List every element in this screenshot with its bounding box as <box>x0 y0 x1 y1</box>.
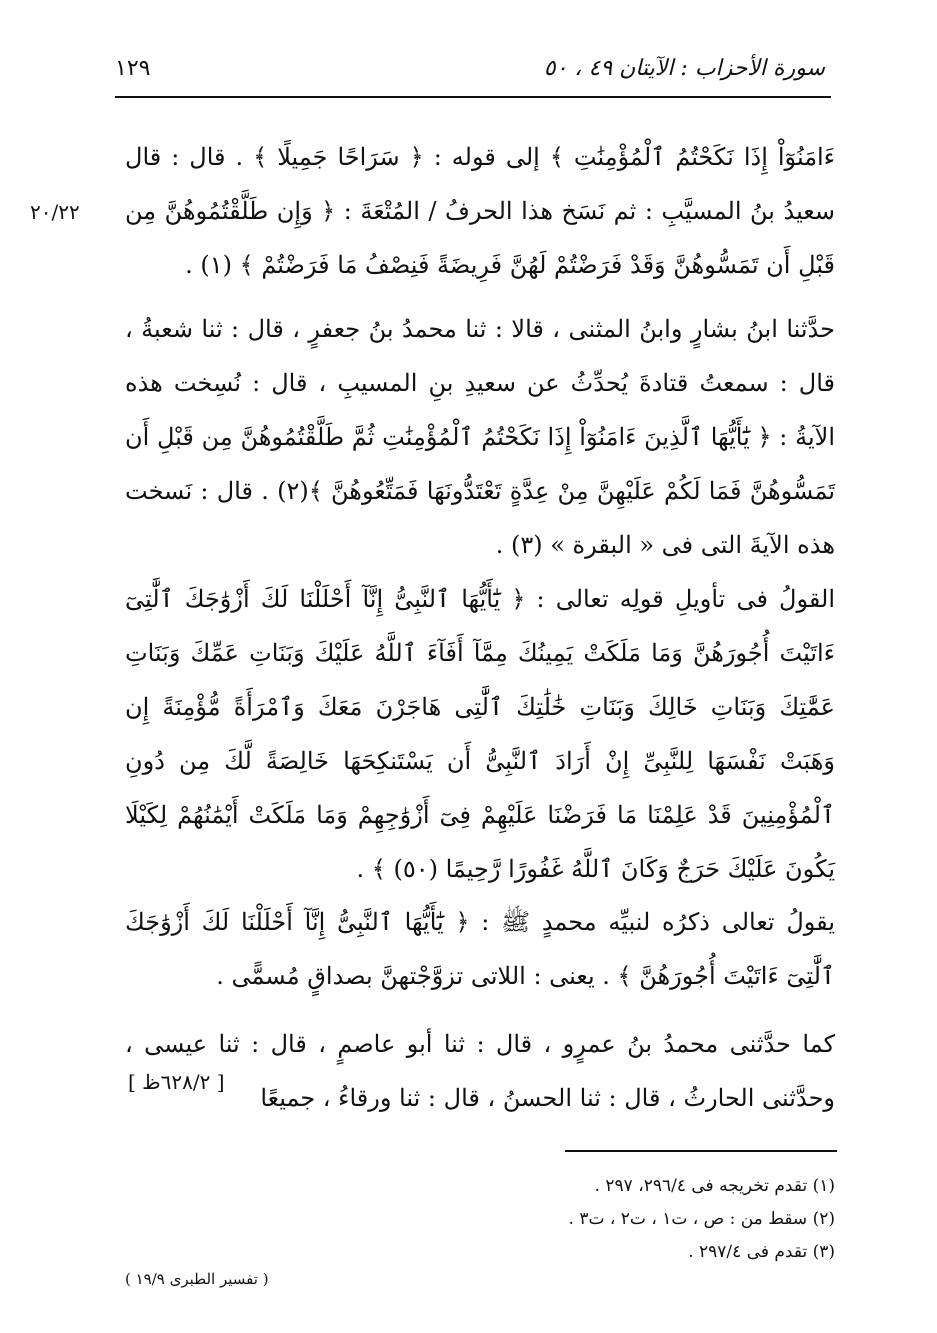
page-header <box>115 50 825 96</box>
margin-reference-bottom: [ ٦٢٨/٢ظ ] <box>128 1070 225 1094</box>
paragraph-3 <box>125 572 835 896</box>
paragraph-text: حدَّثنا ابنُ بشارٍ وابنُ المثنى ، قالا : ثنا محمدُ بنُ جعفرٍ ، قال : ثنا شعبةُ ، قال : سمعتُ قتادةَ يُحدِّثُ عن سعيدِ بنِ المسيبِ ، قال : نُسِخت هذه الآيةُ : ﴿ يَٰٓأَيُّهَا ٱلَّذِينَ ءَامَنُوٓاْ إِذَا نَكَحْتُمُ ٱلْمُؤْمِنَٰتِ ثُمَّ طَلَّقْتُمُوهُنَّ مِن قَبْلِ أَن تَمَسُّوهُنَّ فَمَا لَكُمْ عَلَيْهِنَّ مِنْ عِدَّةٍ تَعْتَدُّونَهَا فَمَتِّعُوهُنَّ ﴾(٢) . قال : نَسخت هذه الآيةَ التى فى « البقرة » (٣) . <box>125 315 835 559</box>
footnote-3: (٣) تقدم فى ٢٩٧/٤ . <box>688 1242 835 1262</box>
paragraph-2 <box>125 302 835 572</box>
footnote-1: (١) تقدم تخريجه فى ٢٩٦/٤، ٢٩٧ . <box>594 1176 835 1196</box>
footnote-2: (٢) سقط من : ص ، ت١ ، ت٢ ، ت٣ . <box>568 1209 835 1229</box>
page-footer: ( تفسير الطبرى ١٩/٩ ) <box>125 1270 269 1288</box>
header-rule <box>115 96 831 98</box>
paragraph-5 <box>125 1017 835 1125</box>
paragraph-1 <box>125 130 835 292</box>
footnotes <box>500 1170 835 1269</box>
paragraph-text: القولُ فى تأويلِ قولِه تعالى : ﴿ يَٰٓأَيُّهَا ٱلنَّبِىُّ إِنَّآ أَحْلَلْنَا لَكَ أَزْوَٰجَكَ ٱلَّٰتِىٓ ءَاتَيْتَ أُجُورَهُنَّ وَمَا مَلَكَتْ يَمِينُكَ مِمَّآ أَفَآءَ ٱللَّهُ عَلَيْكَ وَبَنَاتِ عَمِّكَ وَبَنَاتِ عَمَّٰتِكَ وَبَنَاتِ خَالِكَ وَبَنَاتِ خَٰلَٰتِكَ ٱلَّٰتِى هَاجَرْنَ مَعَكَ وَٱمْرَأَةً مُّؤْمِنَةً إِن وَهَبَتْ نَفْسَهَا لِلنَّبِىِّ إِنْ أَرَادَ ٱلنَّبِىُّ أَن يَسْتَنكِحَهَا خَالِصَةً لَّكَ مِن دُونِ ٱلْمُؤْمِنِينَ قَدْ عَلِمْنَا مَا فَرَضْنَا عَلَيْهِمْ فِىٓ أَزْوَٰجِهِمْ وَمَا مَلَكَتْ أَيْمَٰنُهُمْ لِكَيْلَا يَكُونَ عَلَيْكَ حَرَجٌ وَكَانَ ٱللَّهُ غَفُورًا رَّحِيمًا (٥٠) ﴾ . <box>125 585 835 883</box>
page-number: ١٢٩ <box>115 56 151 81</box>
paragraph-4 <box>125 895 835 1003</box>
paragraph-text: يقولُ تعالى ذكرُه لنبيِّه محمدٍ ﷺ : ﴿ يَٰٓأَيُّهَا ٱلنَّبِىُّ إِنَّآ أَحْلَلْنَا لَكَ أَزْوَٰجَكَ ٱلَّٰتِىٓ ءَاتَيْتَ أُجُورَهُنَّ ﴾ . يعنى : اللاتى تزوَّجْتهنَّ بصداقٍ مُسمًّى . <box>125 908 835 990</box>
paragraph-text: ءَامَنُوٓاْ إِذَا نَكَحْتُمُ ٱلْمُؤْمِنَٰتِ ﴾ إلى قوله : ﴿ سَرَاحًا جَمِيلًا ﴾ . قال : قال سعيدُ بنُ المسيَّبِ : ثم نَسَخ هذا الحرفُ / المُتْعَةَ : ﴿ وَإِن طَلَّقْتُمُوهُنَّ مِن قَبْلِ أَن تَمَسُّوهُنَّ وَقَدْ فَرَضْتُمْ لَهُنَّ فَرِيضَةً فَنِصْفُ مَا فَرَضْتُمْ ﴾ (١) . <box>125 143 836 279</box>
footnote-rule <box>565 1150 837 1152</box>
paragraph-text: كما حدَّثنى محمدُ بنُ عمرٍو ، قال : ثنا أبو عاصمٍ ، قال : ثنا عيسى ، وحدَّثنى الحارثُ ، قال : ثنا الحسنُ ، قال : ثنا ورقاءُ ، جميعًا <box>125 1030 835 1112</box>
margin-reference-top: ٢٠/٢٢ <box>30 200 80 224</box>
running-title: سورة الأحزاب : الآيتان ٤٩ ، ٥٠ <box>543 56 825 81</box>
